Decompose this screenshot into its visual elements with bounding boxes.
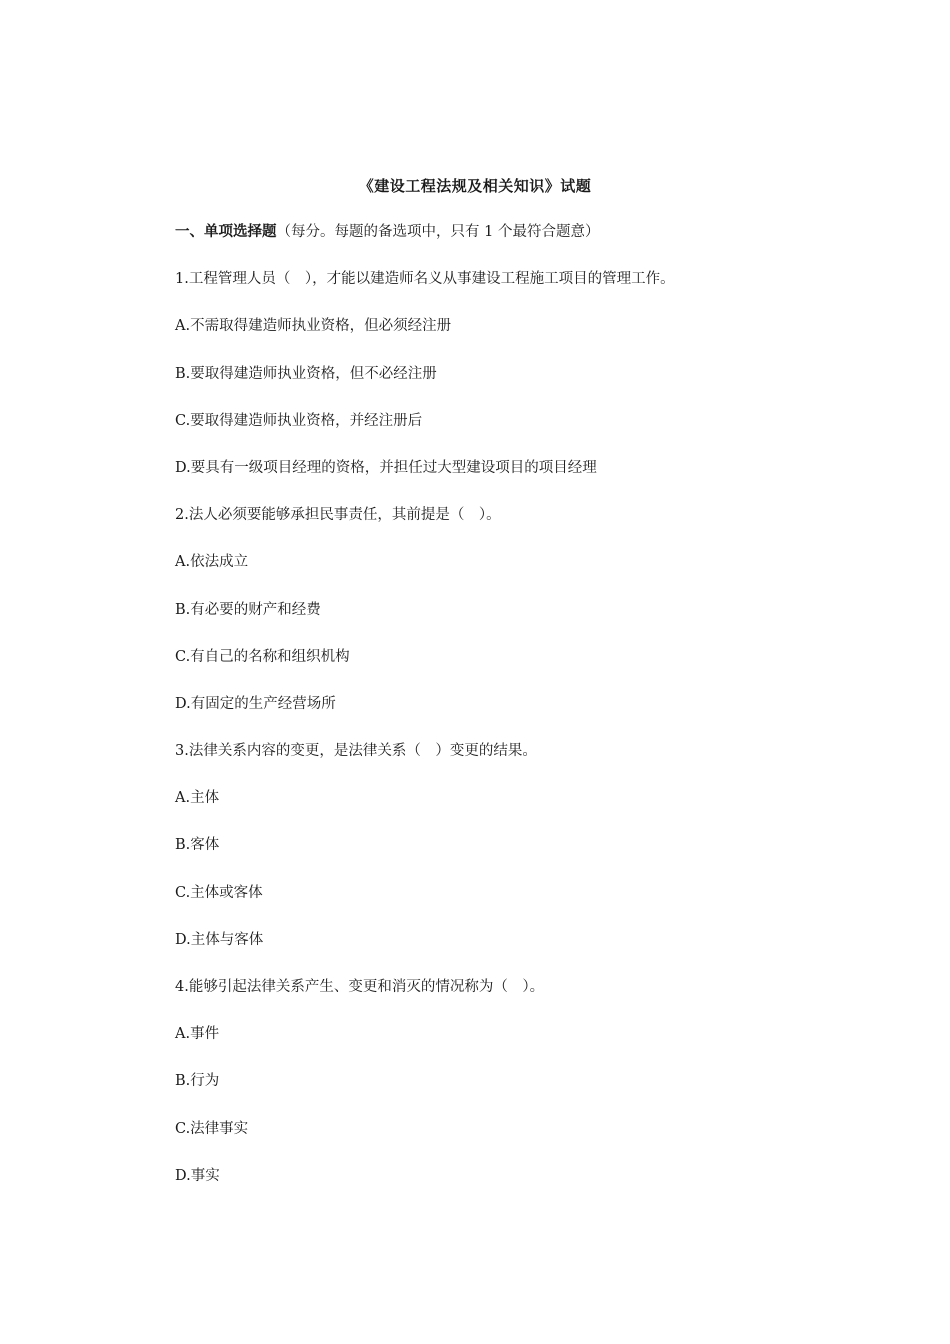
question-2-option-b: B.有必要的财产和经费	[175, 601, 321, 618]
question-4-option-d: D.事实	[175, 1167, 220, 1184]
question-2-option-c: C.有自己的名称和组织机构	[175, 648, 350, 665]
question-stem-1: 1.工程管理人员（ ），才能以建造师名义从事建设工程施工项目的管理工作。	[175, 271, 675, 288]
question-4-option-a: A.事件	[175, 1026, 220, 1043]
question-3-option-a: A.主体	[175, 790, 220, 807]
question-stem-4: 4.能够引起法律关系产生、变更和消灭的情况称为（ ）。	[175, 979, 545, 995]
question-stem-3: 3.法律关系内容的变更，是法律关系（ ）变更的结果。	[175, 743, 537, 760]
question-3-option-b: B.客体	[175, 837, 220, 854]
question-stem-2: 2.法人必须要能够承担民事责任，其前提是（ ）。	[175, 507, 501, 524]
section-note: （每分。每题的备选项中，只有 1 个最符合题意）	[276, 224, 600, 240]
question-3-option-c: C.主体或客体	[175, 884, 263, 901]
question-4-option-b: B.行为	[175, 1073, 220, 1090]
question-3-option-d: D.主体与客体	[175, 931, 264, 948]
question-2-option-d: D.有固定的生产经营场所	[175, 695, 336, 712]
question-4-option-c: C.法律事实	[175, 1120, 249, 1137]
question-1-option-d: D.要具有一级项目经理的资格，并担任过大型建设项目的项目经理	[175, 459, 597, 476]
document-title: 《建设工程法规及相关知识》试题	[358, 177, 592, 195]
question-1-option-b: B.要取得建造师执业资格，但不必经注册	[175, 365, 437, 382]
question-1-option-a: A.不需取得建造师执业资格，但必须经注册	[175, 318, 452, 335]
document-body	[175, 221, 815, 1212]
question-1-option-c: C.要取得建造师执业资格，并经注册后	[175, 412, 423, 429]
question-2-option-a: A.依法成立	[175, 554, 249, 571]
section-heading	[175, 221, 815, 243]
section-label: 一、单项选择题	[175, 223, 277, 240]
